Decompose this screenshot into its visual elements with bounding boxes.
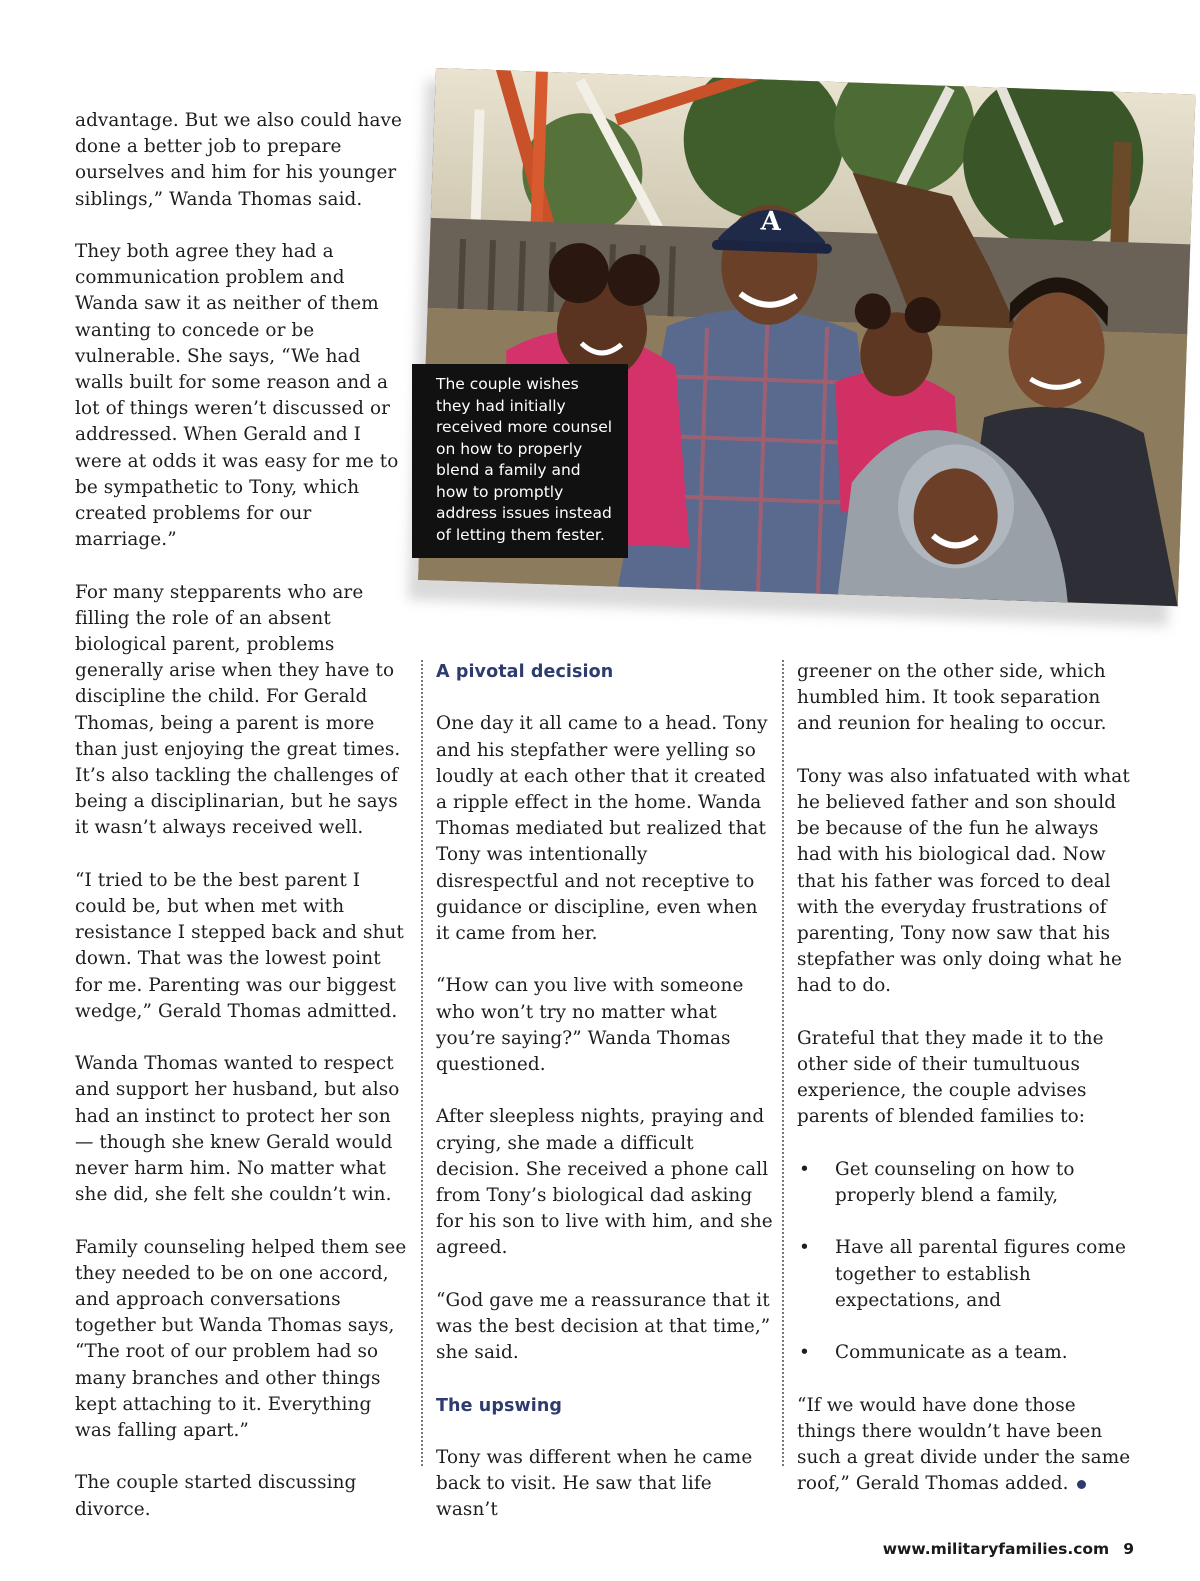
- website-url: www.militaryfamilies.com: [882, 1540, 1110, 1558]
- paragraph: “How can you live with someone who won’t try no matter what you’re saying?” Wanda Thomas questioned.: [436, 975, 744, 1076]
- closing-text: “If we would have done those things there wouldn’t have been such a great divide under the same roof,” Gerald Thomas added.: [797, 1394, 1131, 1495]
- photo-caption: [412, 364, 628, 558]
- article-column-1: [75, 108, 410, 1523]
- paragraph: They both agree they had a communication problem and Wanda saw it as neither of them wanting to concede or be vulnerable. She says, “We had walls built for some reason and a lot of things weren’t discussed or addressed. When Gerald and I were at odds it was easy for me to be sympathetic to Tony, which created problems for our marriage.”: [75, 241, 399, 551]
- paragraph: The couple started discussing divorce.: [75, 1472, 357, 1520]
- paragraph: Grateful that they made it to the other side of their tumultuous experience, the couple advises parents of blended families to:: [797, 1027, 1104, 1128]
- column-divider: [421, 660, 423, 1466]
- list-item: • Communicate as a team.: [797, 1340, 1137, 1366]
- paragraph: Tony was different when he came back to visit. He saw that life wasn’t: [436, 1447, 753, 1521]
- caption-text: The couple wishes they had initially received more counsel on how to properly blend a family and how to promptly address issues instead of letting them fester.: [436, 375, 613, 544]
- closing-paragraph: [797, 1393, 1137, 1498]
- paragraph: greener on the other side, which humbled him. It took separation and reunion for healing to occur.: [797, 661, 1107, 735]
- paragraph: “God gave me a reassurance that it was the best decision at that time,” she said.: [436, 1289, 771, 1364]
- paragraph: advantage. But we also could have done a better job to prepare ourselves and him for his younger siblings,” Wanda Thomas said.: [75, 110, 403, 210]
- paragraph: Family counseling helped them see they needed to be on one accord, and approach conversations together but Wanda Thomas says, “The root of our problem had so many branches and other things kept attaching to it. Everything was falling apart.”: [75, 1236, 407, 1442]
- article-column-3: [797, 659, 1137, 1497]
- list-item: • Have all parental figures come together to establish expectations, and: [797, 1235, 1137, 1314]
- page-footer: [883, 1540, 1134, 1558]
- list-item: • Get counseling on how to properly blend a family,: [797, 1157, 1137, 1209]
- subheading-upswing: The upswing: [436, 1395, 563, 1416]
- paragraph: For many stepparents who are filling the role of an absent biological parent, problems generally arise when they have to discipline the child. For Gerald Thomas, being a parent is more than just enjoying the great times. It’s also tackling the challenges of being a disciplinarian, but he says it wasn’t always received well.: [75, 581, 401, 839]
- paragraph: Tony was also infatuated with what he believed father and son should be because of the fun he always had with his biological dad. Now that his father was forced to deal with the everyday frustrations of parenting, Tony now saw that his stepfather was only doing what he had to do.: [797, 765, 1130, 997]
- paragraph: Wanda Thomas wanted to respect and support her husband, but also had an instinct to protect her son — though she knew Gerald would never harm him. No matter what she did, she felt she couldn’t win.: [75, 1053, 400, 1206]
- paragraph: One day it all came to a head. Tony and his stepfather were yelling so loudly at each other that it created a ripple effect in the home. Wanda Thomas mediated but realized that Tony was intentionally disrespectful and not receptive to guidance or discipline, even when it came from her.: [436, 713, 768, 945]
- advice-list: [797, 1157, 1137, 1367]
- page-number: 9: [1123, 1540, 1134, 1558]
- subheading-pivotal-decision: A pivotal decision: [436, 662, 614, 682]
- cap-logo: A: [760, 206, 782, 238]
- paragraph: “I tried to be the best parent I could be, but when met with resistance I stepped back and shut down. That was the lowest point for me. Parenting was our biggest wedge,” Gerald Thomas admitted.: [75, 869, 404, 1022]
- article-column-2: [436, 659, 774, 1524]
- column-divider: [782, 660, 784, 1466]
- end-mark-icon: [1077, 1480, 1086, 1489]
- paragraph: After sleepless nights, praying and crying, she made a difficult decision. She received a phone call from Tony’s biological dad asking for his son to live with him, and she agreed.: [436, 1106, 773, 1259]
